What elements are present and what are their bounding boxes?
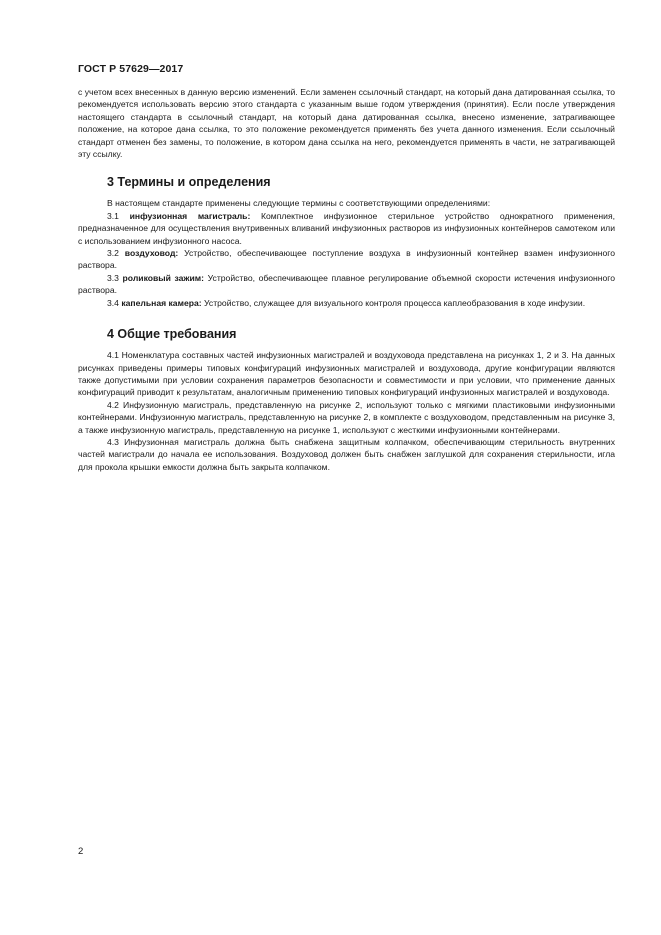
section-3-lead: В настоящем стандарте применены следующие термины с соответствующими определениями: bbox=[107, 198, 491, 209]
term-definition: Устройство, служащее для визуального контроля процесса каплеобразования в ходе инфузии. bbox=[204, 297, 586, 308]
intro-paragraph: с учетом всех внесенных в данную версию изменений. Если заменен ссылочный стандарт, на который дана датированная ссылка, то рекомендуется использовать версию этого стандарта с указанным выше годом утверждения (принятия). Если после утверждения настоящего стандарта в ссылочный стандарт, на который дана датированная ссылка, внесено изменение, затрагивающее положение, на которое дана ссылка, то это положение рекомендуется применять без учета данного изменения. Если ссылочный стандарт отменен без замены, то положение, в котором дана ссылка на него, рекомендуется применять в части, не затрагивающей эту ссылку. bbox=[78, 87, 615, 160]
page-number: 2 bbox=[78, 846, 84, 857]
section-3-title: 3 Термины и определения bbox=[107, 175, 271, 190]
term-definition-3-1 bbox=[78, 210, 615, 247]
term-definition-3-4 bbox=[78, 297, 615, 309]
term-number: 3.4 bbox=[107, 297, 119, 308]
term-definition: Комплектное инфузионное стерильное устройство однократного применения, предназначенное для осуществления внутривенных вливаний инфузионных растворов из инфузионных контейнеров самотеком или с использованием инфузионного насоса. bbox=[78, 210, 615, 246]
section-4-title: 4 Общие требования bbox=[107, 327, 237, 342]
term-number: 3.1 bbox=[107, 210, 119, 221]
paragraph-4-3: 4.3 Инфузионная магистраль должна быть снабжена защитным колпачком, обеспечивающим стерильность внутренних частей магистрали до начала ее использования. Воздуховод должен быть снабжен заглушкой для сохранения стерильности, игла для прокола крышки емкости должна быть закрыта колпачком. bbox=[78, 436, 615, 472]
term-name: инфузионная магистраль: bbox=[129, 210, 251, 221]
term-number: 3.3 bbox=[107, 272, 119, 283]
paragraph-4-1: 4.1 Номенклатура составных частей инфузионных магистралей и воздуховода представлена на рисунках 1, 2 и 3. На данных рисунках приведены примеры типовых конфигураций инфузионных магистралей и воздуховода, другие конфигурации являются также допустимыми при условии сохранения параметров безопасности и совместимости и при условии, что применение данных конфигураций приводит к результатам, аналогичным применению типовых конфигураций инфузионных магистралей и воздуховода. bbox=[78, 350, 615, 398]
term-definition-3-3 bbox=[78, 272, 615, 297]
page-content bbox=[78, 86, 615, 473]
paragraph-4-2: 4.2 Инфузионную магистраль, представленную на рисунке 2, используют только с мягкими пластиковыми инфузионными контейнерами. Инфузионную магистраль, представленную на рисунке 2, в комплекте с воздуховодом, представленным на рисунке 3, а также инфузионную магистраль, представленную на рисунке 1, используют с жесткими инфузионными контейнерами. bbox=[78, 399, 615, 435]
term-definition-3-2 bbox=[78, 247, 615, 272]
term-name: воздуховод: bbox=[124, 248, 179, 259]
term-number: 3.2 bbox=[107, 248, 119, 259]
term-name: роликовый зажим: bbox=[122, 272, 205, 283]
page-header-standard-id: ГОСТ Р 57629—2017 bbox=[78, 63, 184, 75]
term-definition: Устройство, обеспечивающее поступление воздуха в инфузионный контейнер взамен инфузионного раствора. bbox=[78, 248, 615, 271]
term-definition: Устройство, обеспечивающее плавное регулирование объемной скорости истечения инфузионного раствора. bbox=[78, 272, 616, 296]
term-name: капельная камера: bbox=[121, 297, 202, 308]
